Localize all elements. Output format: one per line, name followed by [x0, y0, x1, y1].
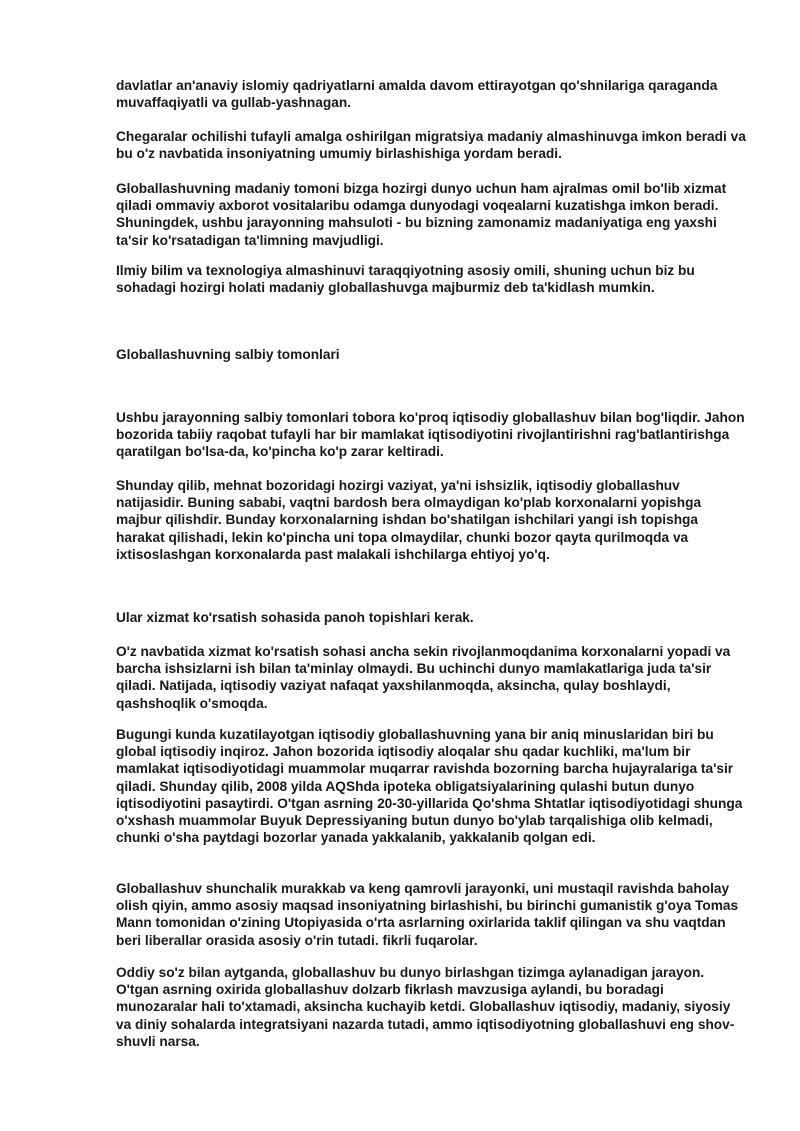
paragraph-negative-sides: Ushbu jarayonning salbiy tomonlari tobora ko'proq iqtisodiy globallashuv bilan bog'liqdir. Jahon bozorida tabiiy raqobat tufayli har bir mamlakat iqtisodiyotini rivojlantirishni rag'batlantirishga qaratilgan bo'lsa-da, ko'pincha ko'p zarar keltiradi. [116, 410, 745, 460]
paragraph-service-sector-slow: O'z navbatida xizmat ko'rsatish sohasi ancha sekin rivojlanmoqdanima korxonalarni yopadi va barcha ishsizlarni ish bilan ta'minlay olmaydi. Bu uchinchi dunyo mamlakatlariga juda ta'sir qiladi. Natijada, iqtisodiy vaziyat nafaqat yaxshilanmoqda, aksincha, qulay boshlaydi, qashshoqlik o'smoqda. [116, 644, 731, 711]
paragraph-migration: Chegaralar ochilishi tufayli amalga oshirilgan migratsiya madaniy almashinuvga imkon beradi va bu o'z navbatida insoniyatning umumiy birlashishiga yordam beradi. [116, 129, 746, 162]
paragraph-service-sector: Ular xizmat ko'rsatish sohasida panoh topishlari kerak. [116, 610, 474, 625]
section-heading-negative-sides: Globallashuvning salbiy tomonlari [116, 347, 340, 362]
paragraph-economic-crisis: Bugungi kunda kuzatilayotgan iqtisodiy globallashuvning yana bir aniq minuslaridan biri bu global iqtisodiy inqiroz. Jahon bozorida iqtisodiy aloqalar shu qadar kuchliki, ma'lum bir mamlakat iqtisodiyotidagi muammolar muqarrar ravishda bozorning barcha hujayralariga ta'sir qiladi. Shunday qilib, 2008 yilda AQShda ipoteka obligatsiyalarining qulashi butun dunyo iqtisodiyotini pasaytirdi. O'tgan asrning 20-30-yillarida Qo'shma Shtatlar iqtisodiyotidagi shunga o'xshash muammolar Buyuk Depressiyaning butun dunyo bo'ylab tarqalishiga olib kelmadi, chunki o'sha paytdagi bozorlar yanada yakkalanib, yakkalanib qolgan edi. [116, 727, 743, 846]
paragraph-cultural-side: Globallashuvning madaniy tomoni bizga hozirgi dunyo uchun ham ajralmas omil bo'lib xizmat qiladi ommaviy axborot vositalaribu odamga dunyodagi voqealarni kuzatishga imkon beradi. Shuningdek, ushbu jarayonning mahsuloti - bu bizning zamonamiz madaniyatiga eng yaxshi ta'sir ko'rsatadigan ta'limning mavjudligi. [116, 181, 727, 248]
paragraph-globalization-complexity: Globallashuv shunchalik murakkab va keng qamrovli jarayonki, uni mustaqil ravishda baholay olish qiyin, ammo asosiy maqsad insoniyatning birlashishi, bu birinchi gumanistik g'oya Tomas Mann tomonidan o'zining Utopiyasida o'rta asrlarning oxirlarida taklif qilingan va shu vaqtdan beri liberallar orasida asosiy o'rin tutadi. fikrli fuqarolar. [116, 881, 739, 948]
paragraph-science-exchange: Ilmiy bilim va texnologiya almashinuvi taraqqiyotning asosiy omili, shuning uchun biz bu sohadagi hozirgi holati madaniy globallashuvga majburmiz deb ta'kidlash mumkin. [116, 263, 695, 296]
paragraph-unemployment: Shunday qilib, mehnat bozoridagi hozirgi vaziyat, ya'ni ishsizlik, iqtisodiy globallashuv natijasidir. Buning sababi, vaqtni bardosh bera olmaydigan ko'plab korxonalarni yopishga majbur qilishdir. Bunday korxonalarning ishdan bo'shatilgan ishchilari yangi ish topishga harakat qilishadi, lekin ko'pincha uni topa olmaydilar, chunki bozor qayta qurilmoqda va ixtisoslashgan korxonalarda past malakali ishchilarga ehtiyoj yo'q. [116, 478, 702, 562]
paragraph-intro-continuation: davlatlar an'anaviy islomiy qadriyatlarni amalda davom ettirayotgan qo'shnilariga qaraganda muvaffaqiyatli va gullab-yashnagan. [116, 78, 718, 111]
paragraph-simple-definition: Oddiy so'z bilan aytganda, globallashuv bu dunyo birlashgan tizimga aylanadigan jarayon. O'tgan asrning oxirida globallashuv dolzarb fikrlash mavzusiga aylandi, bu boradagi munozaralar hali to'xtamadi, aksincha kuchayib ketdi. Globallashuv iqtisodiy, madaniy, siyosiy va diniy sohalarda integratsiyani nazarda tutadi, ammo iqtisodiyotning globallashuvi eng shov-shuvli narsa. [116, 965, 735, 1049]
